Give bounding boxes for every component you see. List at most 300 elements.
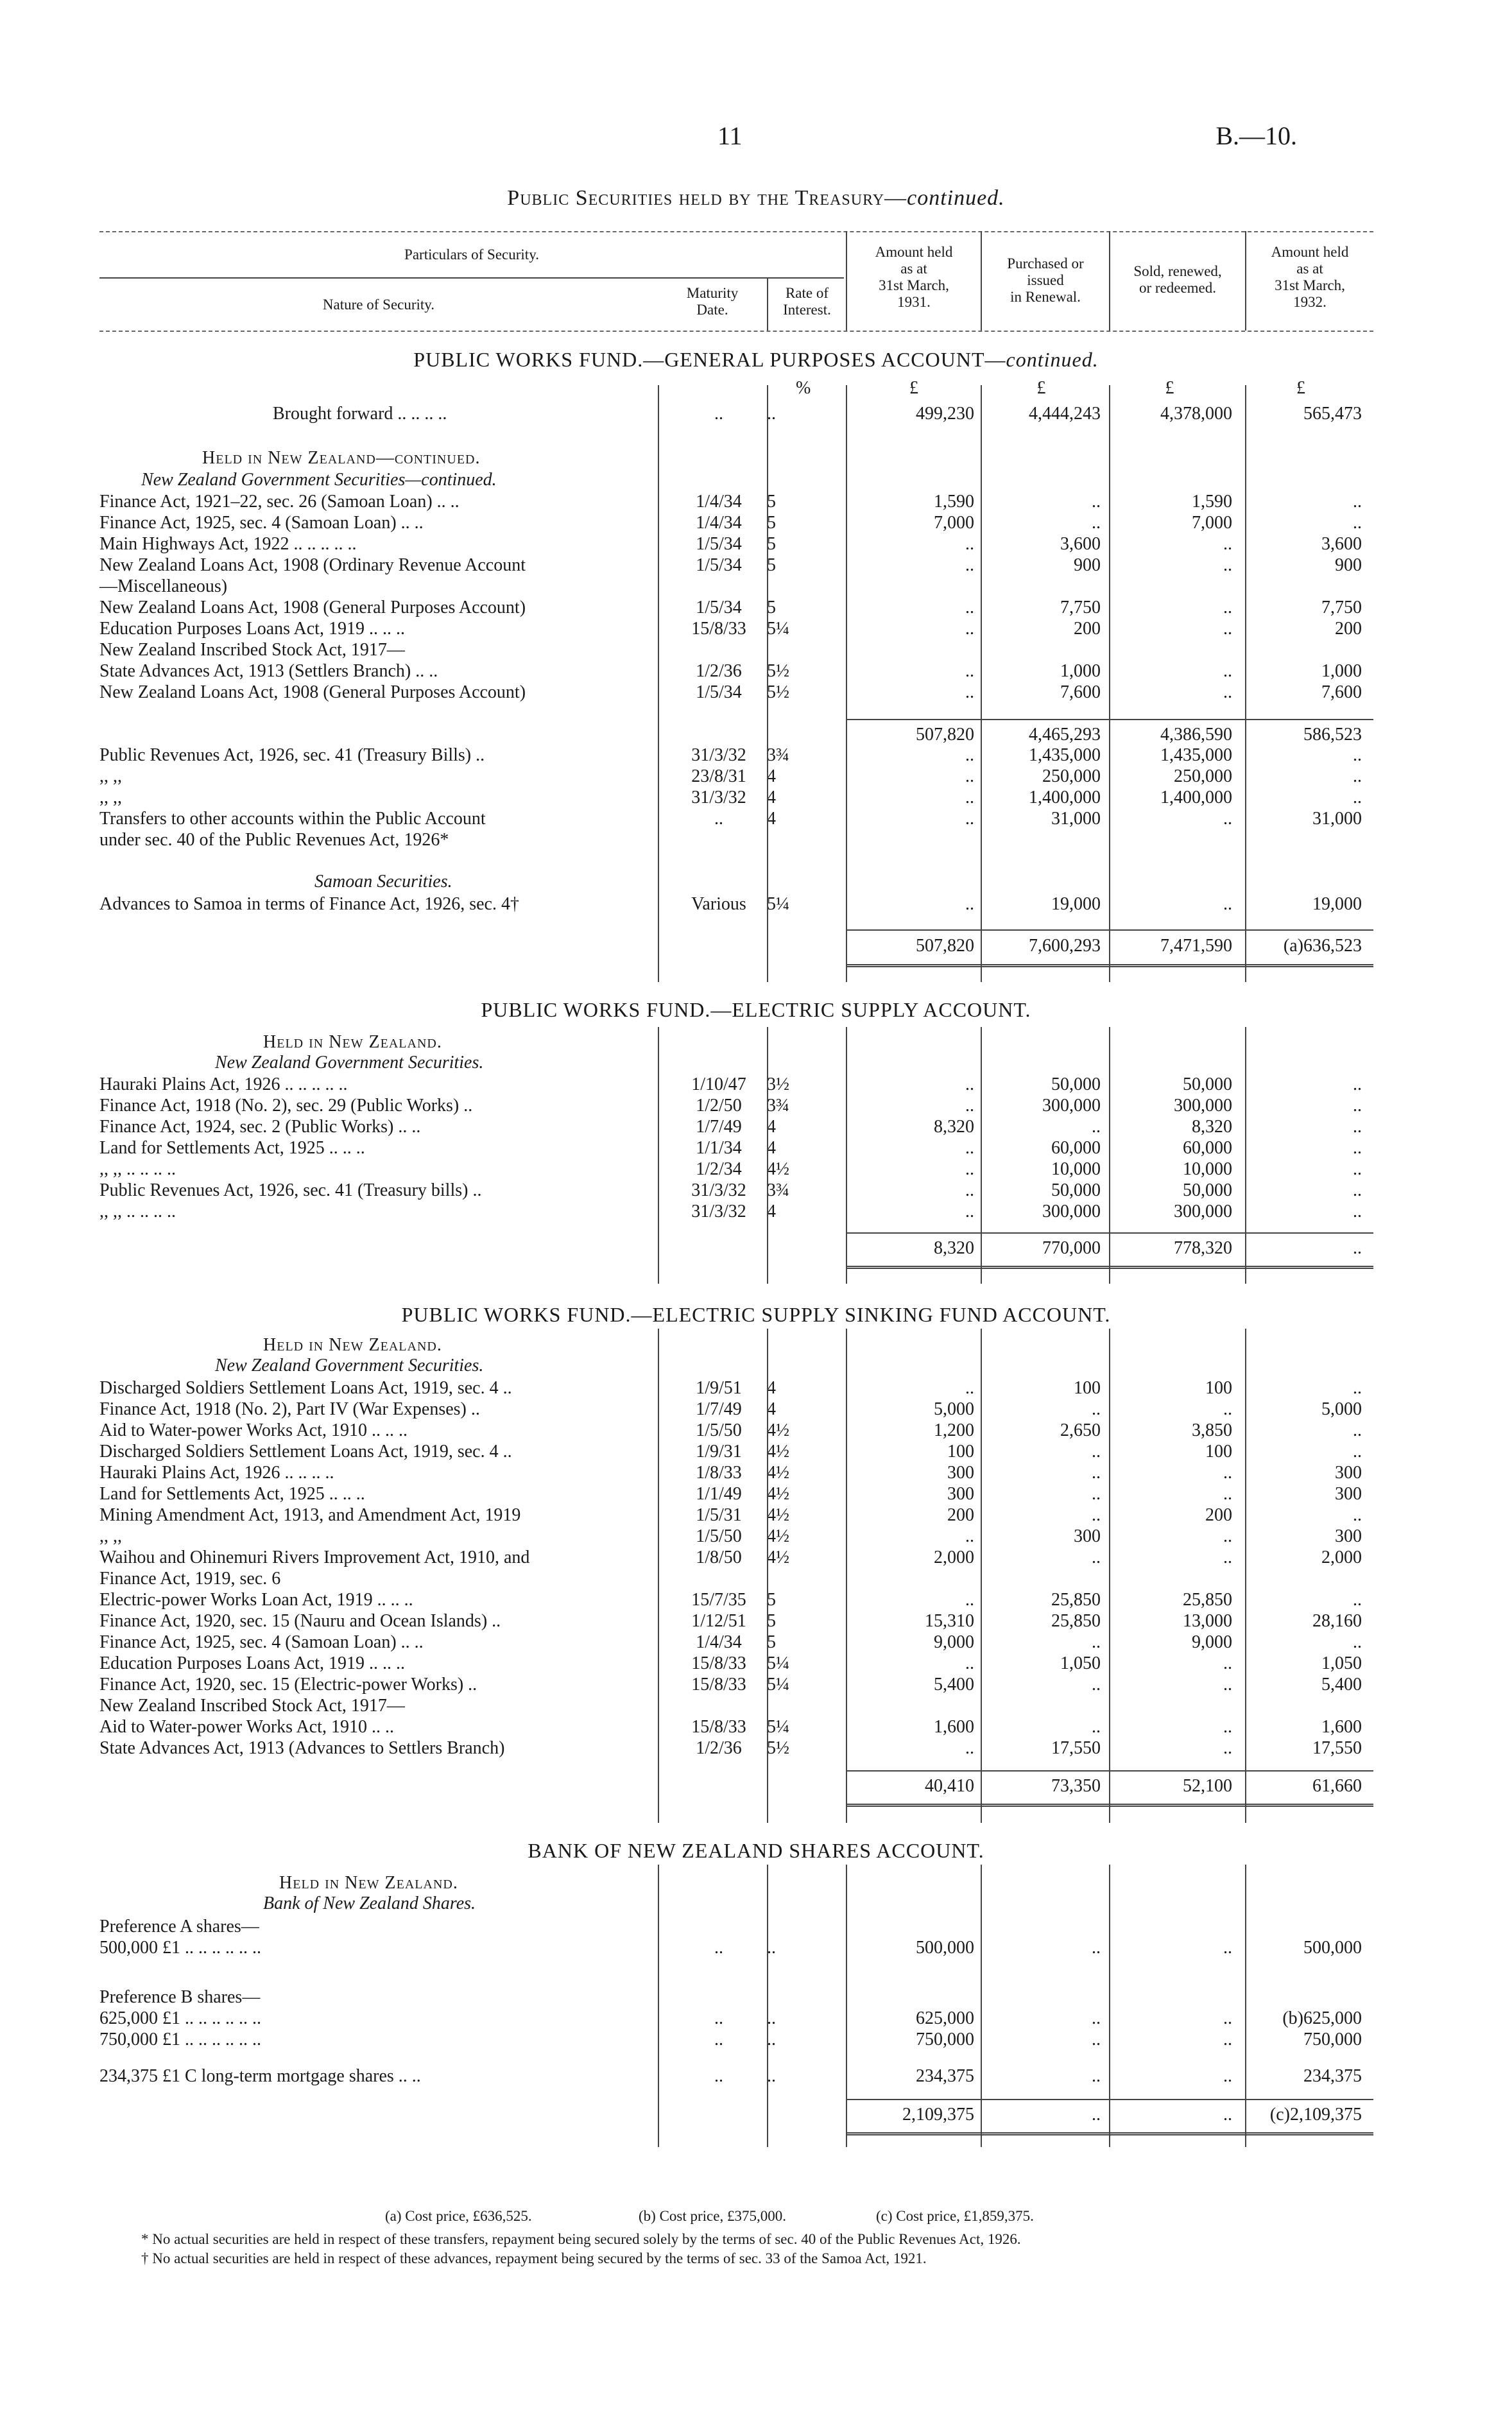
maturity-cell: 1/5/34 bbox=[696, 534, 742, 554]
purchased-cell: 7,750 bbox=[1060, 598, 1101, 617]
held-heading: Held in New Zealand. bbox=[279, 1873, 458, 1893]
amount-1932-cell: .. bbox=[1353, 1590, 1362, 1610]
security-nature: ,, ,, bbox=[99, 1526, 122, 1546]
table-row bbox=[0, 597, 1512, 619]
table-row bbox=[0, 660, 1512, 682]
h32-3: 31st March, bbox=[1275, 277, 1345, 293]
sold-cell: .. bbox=[1223, 1463, 1232, 1483]
sec4-divider-1 bbox=[767, 1865, 768, 2147]
purchased-cell: 50,000 bbox=[1051, 1074, 1101, 1094]
sold-cell: 8,320 bbox=[1192, 1117, 1232, 1137]
amount-1931-cell: .. bbox=[965, 682, 974, 702]
footnote-cost-c: (c) Cost price, £1,859,375. bbox=[876, 2208, 1034, 2224]
rate-cell: 5 bbox=[767, 555, 776, 575]
footnote-dagger: † No actual securities are held in respect of these advances, repayment being secured by the terms of sec. 33 of the Samoa Act, 1921. bbox=[141, 2250, 927, 2266]
purchased-cell: 1,000 bbox=[1060, 661, 1101, 681]
amount-1931-cell: .. bbox=[965, 894, 974, 914]
security-nature: ,, ,, .. .. .. .. bbox=[99, 1159, 176, 1179]
security-nature: Aid to Water-power Works Act, 1910 .. .. .. bbox=[99, 1420, 408, 1440]
rate-cell: 5 bbox=[767, 492, 776, 512]
amount-1932-cell: 7,750 bbox=[1321, 598, 1362, 617]
sec3-divider-4 bbox=[1109, 1329, 1110, 1823]
maturity-cell: 15/8/33 bbox=[691, 1653, 746, 1673]
maturity-cell: .. bbox=[714, 404, 723, 424]
header-particulars: Particulars of Security. bbox=[404, 246, 539, 263]
table-row bbox=[0, 512, 1512, 534]
total-sold: 4,386,590 bbox=[1160, 725, 1232, 745]
table-row bbox=[0, 1987, 1512, 2008]
security-nature: State Advances Act, 1913 (Advances to Settlers Branch) bbox=[99, 1738, 505, 1758]
total-row bbox=[0, 1775, 1512, 1797]
purchased-cell: .. bbox=[1092, 1632, 1101, 1652]
sold-cell: .. bbox=[1223, 1675, 1232, 1695]
units-row bbox=[0, 377, 1512, 399]
security-nature: Public Revenues Act, 1926, sec. 41 (Treasury Bills) .. bbox=[99, 745, 485, 765]
hp-1: Purchased or bbox=[1007, 255, 1084, 272]
table-row bbox=[0, 766, 1512, 788]
amount-1932-cell: 300 bbox=[1335, 1484, 1362, 1504]
maturity-cell: 1/5/34 bbox=[696, 555, 742, 575]
sold-cell: .. bbox=[1223, 1548, 1232, 1567]
sec4-divider-4 bbox=[1109, 1865, 1110, 2147]
security-nature: Finance Act, 1920, sec. 15 (Electric-power Works) .. bbox=[99, 1675, 477, 1695]
sec3-divider-2 bbox=[846, 1329, 847, 1823]
security-nature: Hauraki Plains Act, 1926 .. .. .. .. .. bbox=[99, 1074, 348, 1094]
purchased-cell: .. bbox=[1092, 1675, 1101, 1695]
header-amount-1931 bbox=[847, 244, 981, 311]
total-purchased: 4,465,293 bbox=[1029, 725, 1101, 745]
rate-cell: 4 bbox=[767, 1117, 776, 1137]
sold-cell: .. bbox=[1223, 598, 1232, 617]
rate-cell: 5¼ bbox=[767, 1717, 789, 1737]
purchased-cell: 1,435,000 bbox=[1029, 745, 1101, 765]
sec4-divider-3 bbox=[981, 1865, 982, 2147]
amount-1931-cell: 100 bbox=[947, 1442, 974, 1462]
maturity-cell: .. bbox=[714, 2030, 723, 2049]
section-title-sinking-fund: PUBLIC WORKS FUND.—ELECTRIC SUPPLY SINKING FUND ACCOUNT. bbox=[401, 1303, 1111, 1326]
sold-cell: .. bbox=[1223, 1738, 1232, 1758]
table-row bbox=[0, 1201, 1512, 1223]
table-row bbox=[0, 1420, 1512, 1442]
sec3-divider-0 bbox=[658, 1329, 659, 1823]
section-title-continued: continued. bbox=[1006, 348, 1099, 371]
amount-1931-cell: 625,000 bbox=[916, 2008, 974, 2028]
h32-4: 1932. bbox=[1293, 294, 1327, 310]
brought-forward-row bbox=[0, 403, 1512, 425]
amount-1931-cell: 8,320 bbox=[934, 1117, 974, 1137]
security-nature: ,, ,, .. .. .. .. bbox=[99, 1202, 176, 1221]
maturity-cell: 1/2/34 bbox=[696, 1159, 742, 1179]
section-title-general-purposes bbox=[0, 348, 1512, 372]
amount-1931-cell: .. bbox=[965, 1180, 974, 1200]
table-row bbox=[0, 1399, 1512, 1420]
amount-1931-cell: 5,400 bbox=[934, 1675, 974, 1695]
table-row bbox=[0, 555, 1512, 576]
sec2-divider-0 bbox=[658, 1027, 659, 1284]
held-heading: Held in New Zealand. bbox=[263, 1032, 442, 1052]
amount-1932-cell: 5,000 bbox=[1321, 1399, 1362, 1419]
sold-cell: .. bbox=[1223, 2030, 1232, 2049]
amount-1932-cell: .. bbox=[1353, 1202, 1362, 1221]
maturity-cell: .. bbox=[714, 1938, 723, 1958]
purchased-cell: .. bbox=[1092, 1505, 1101, 1525]
sold-cell: .. bbox=[1223, 809, 1232, 829]
table-row bbox=[0, 2008, 1512, 2030]
amount-1931-cell: .. bbox=[965, 1526, 974, 1546]
sold-cell: 1,400,000 bbox=[1160, 788, 1232, 807]
maturity-cell: 1/8/33 bbox=[696, 1463, 742, 1483]
maturity-cell: 1/8/50 bbox=[696, 1548, 742, 1567]
rate-cell: 4½ bbox=[767, 1548, 789, 1567]
amount-1931-cell: 2,000 bbox=[934, 1548, 974, 1567]
purchased-cell: 25,850 bbox=[1051, 1611, 1101, 1631]
amount-1931-cell: .. bbox=[965, 745, 974, 765]
table-row bbox=[0, 1916, 1512, 1938]
security-nature: Land for Settlements Act, 1925 .. .. .. bbox=[99, 1138, 365, 1158]
sec2-divider-1 bbox=[767, 1027, 768, 1284]
amount-1932-cell: .. bbox=[1353, 1180, 1362, 1200]
page-title-main: Public Securities held by the Treasury— bbox=[507, 186, 907, 210]
purchased-cell: 4,444,243 bbox=[1029, 404, 1101, 424]
hp-3: in Renewal. bbox=[1010, 289, 1081, 305]
rate-cell: .. bbox=[767, 2008, 776, 2028]
table-row bbox=[0, 2065, 1512, 2087]
security-nature: New Zealand Loans Act, 1908 (General Purposes Account) bbox=[99, 682, 526, 702]
purchased-cell: .. bbox=[1092, 1548, 1101, 1567]
amount-1931-cell: 1,200 bbox=[934, 1420, 974, 1440]
sold-cell: .. bbox=[1223, 1653, 1232, 1673]
total-amount-1931: 40,410 bbox=[925, 1776, 974, 1796]
amount-1931-cell: 300 bbox=[947, 1463, 974, 1483]
amount-1931-cell: .. bbox=[965, 1096, 974, 1116]
unit-amount-1931: £ bbox=[909, 378, 918, 398]
purchased-cell: 1,050 bbox=[1060, 1653, 1101, 1673]
rate-cell: 5½ bbox=[767, 661, 789, 681]
rate-cell: 5¼ bbox=[767, 894, 789, 914]
amount-1931-cell: 499,230 bbox=[916, 404, 974, 424]
sold-cell: .. bbox=[1223, 1399, 1232, 1419]
table-row bbox=[0, 1483, 1512, 1505]
rate-cell: 5¼ bbox=[767, 1675, 789, 1695]
rate-cell: 5½ bbox=[767, 1738, 789, 1758]
purchased-cell: 50,000 bbox=[1051, 1180, 1101, 1200]
sold-cell: 3,850 bbox=[1192, 1420, 1232, 1440]
sold-cell: .. bbox=[1223, 661, 1232, 681]
security-nature: New Zealand Inscribed Stock Act, 1917— bbox=[99, 640, 405, 660]
table-row bbox=[0, 1505, 1512, 1526]
security-nature: Education Purposes Loans Act, 1919 .. .. .. bbox=[99, 619, 405, 639]
table-row bbox=[0, 1116, 1512, 1138]
rate-cell: 5 bbox=[767, 1590, 776, 1610]
bnz-shares-heading: Bank of New Zealand Shares. bbox=[263, 1893, 476, 1913]
security-nature: Electric-power Works Loan Act, 1919 .. .. .. bbox=[99, 1590, 413, 1610]
maturity-cell: 1/1/49 bbox=[696, 1484, 742, 1504]
rate-cell: 4½ bbox=[767, 1526, 789, 1546]
security-nature: ,, ,, bbox=[99, 788, 122, 807]
amount-1932-cell: .. bbox=[1353, 1096, 1362, 1116]
header-nature: Nature of Security. bbox=[322, 297, 435, 313]
rate-cell: 4½ bbox=[767, 1505, 789, 1525]
total-sold: .. bbox=[1223, 2105, 1232, 2125]
footnote-cost-b: (b) Cost price, £375,000. bbox=[639, 2208, 786, 2224]
amount-1932-cell: .. bbox=[1353, 1074, 1362, 1094]
subtotal-row bbox=[0, 724, 1512, 746]
amount-1932-cell: .. bbox=[1353, 766, 1362, 786]
rate-cell: 4½ bbox=[767, 1463, 789, 1483]
maturity-cell: 1/7/49 bbox=[696, 1399, 742, 1419]
purchased-cell: 1,400,000 bbox=[1029, 788, 1101, 807]
amount-1931-cell: 500,000 bbox=[916, 1938, 974, 1958]
purchased-cell: 250,000 bbox=[1042, 766, 1101, 786]
purchased-cell: 10,000 bbox=[1051, 1159, 1101, 1179]
table-row bbox=[0, 682, 1512, 703]
header-amount-1932 bbox=[1246, 244, 1373, 311]
maturity-cell: 1/2/36 bbox=[696, 1738, 742, 1758]
amount-1931-cell: .. bbox=[965, 1074, 974, 1094]
security-nature: Finance Act, 1918 (No. 2), Part IV (War Expenses) .. bbox=[99, 1399, 480, 1419]
h31-1: Amount held bbox=[875, 244, 953, 260]
table-row bbox=[0, 1159, 1512, 1180]
sec2-divider-4 bbox=[1109, 1027, 1110, 1284]
header-split-rule bbox=[99, 277, 844, 279]
purchased-cell: 900 bbox=[1074, 555, 1101, 575]
total-amount-1931: 507,820 bbox=[916, 725, 974, 745]
sec1-divider-5 bbox=[1245, 385, 1246, 982]
sec1-divider-0 bbox=[658, 385, 659, 982]
unit-purchased: £ bbox=[1036, 378, 1046, 398]
amount-1932-cell: .. bbox=[1353, 1138, 1362, 1158]
table-row bbox=[0, 1695, 1512, 1717]
page-number: 11 bbox=[717, 121, 743, 150]
document-reference: B.—10. bbox=[1216, 121, 1297, 150]
amount-1932-cell: 1,000 bbox=[1321, 661, 1362, 681]
amount-1931-cell: 9,000 bbox=[934, 1632, 974, 1652]
maturity-cell: 1/9/51 bbox=[696, 1378, 742, 1398]
security-nature: Discharged Soldiers Settlement Loans Act, 1919, sec. 4 .. bbox=[99, 1378, 512, 1398]
maturity-cell: 1/10/47 bbox=[691, 1074, 746, 1094]
sold-cell: .. bbox=[1223, 1938, 1232, 1958]
security-nature: Hauraki Plains Act, 1926 .. .. .. .. bbox=[99, 1463, 334, 1483]
purchased-cell: 2,650 bbox=[1060, 1420, 1101, 1440]
amount-1931-cell: .. bbox=[965, 1202, 974, 1221]
sold-cell: 13,000 bbox=[1183, 1611, 1232, 1631]
security-nature: Public Revenues Act, 1926, sec. 41 (Treasury bills) .. bbox=[99, 1180, 482, 1200]
held-heading: Held in New Zealand. bbox=[263, 1335, 442, 1355]
amount-1932-cell: 1,600 bbox=[1321, 1717, 1362, 1737]
samoa-row bbox=[0, 893, 1512, 915]
amount-1931-cell: .. bbox=[965, 788, 974, 807]
security-nature: Finance Act, 1925, sec. 4 (Samoan Loan) .. .. bbox=[99, 1632, 424, 1652]
amount-1932-cell: .. bbox=[1353, 1378, 1362, 1398]
rate-cell: 4 bbox=[767, 1202, 776, 1221]
security-nature: Finance Act, 1924, sec. 2 (Public Works) .. .. bbox=[99, 1117, 421, 1137]
total-purchased: 770,000 bbox=[1042, 1238, 1101, 1258]
sold-cell: .. bbox=[1223, 1526, 1232, 1546]
sec3-divider-5 bbox=[1245, 1329, 1246, 1823]
sold-cell: 300,000 bbox=[1174, 1202, 1232, 1221]
rate-cell: 3¾ bbox=[767, 1096, 789, 1116]
total-purchased: .. bbox=[1092, 2105, 1101, 2125]
amount-1931-cell: 300 bbox=[947, 1484, 974, 1504]
amount-1932-cell: 28,160 bbox=[1312, 1611, 1362, 1631]
section-title-bnz-shares: BANK OF NEW ZEALAND SHARES ACCOUNT. bbox=[528, 1839, 984, 1862]
sold-cell: 300,000 bbox=[1174, 1096, 1232, 1116]
rate-cell: 4½ bbox=[767, 1484, 789, 1504]
maturity-cell: 1/4/34 bbox=[696, 492, 742, 512]
rate-cell: .. bbox=[767, 1938, 776, 1958]
total-row bbox=[0, 1238, 1512, 1259]
table-row bbox=[0, 1632, 1512, 1653]
hs-1: Sold, renewed, bbox=[1133, 263, 1222, 279]
maturity-cell: 1/12/51 bbox=[691, 1611, 746, 1631]
rate-cell: 5 bbox=[767, 534, 776, 554]
rate-cell: 4½ bbox=[767, 1420, 789, 1440]
security-nature: Waihou and Ohinemuri Rivers Improvement Act, 1910, and bbox=[99, 1548, 530, 1567]
purchased-cell: 7,600 bbox=[1060, 682, 1101, 702]
table-row bbox=[0, 2029, 1512, 2051]
sold-cell: .. bbox=[1223, 1484, 1232, 1504]
hs-2: or redeemed. bbox=[1138, 280, 1217, 296]
table-row bbox=[0, 1137, 1512, 1159]
amount-1931-cell: .. bbox=[965, 1138, 974, 1158]
sold-cell: 200 bbox=[1205, 1505, 1232, 1525]
purchased-cell: .. bbox=[1092, 1484, 1101, 1504]
amount-1932-cell: 19,000 bbox=[1312, 894, 1362, 914]
footnote-star: * No actual securities are held in respect of these transfers, repayment being secured solely by the terms of sec. 40 of the Public Revenues Act, 1926. bbox=[141, 2231, 1021, 2247]
maturity-cell: 1/5/31 bbox=[696, 1505, 742, 1525]
purchased-cell: .. bbox=[1092, 1117, 1101, 1137]
header-bottom-rule bbox=[99, 331, 1373, 332]
security-nature: 625,000 £1 .. .. .. .. .. .. bbox=[99, 2008, 261, 2028]
footnote-cost-a: (a) Cost price, £636,525. bbox=[385, 2208, 532, 2224]
table-row bbox=[0, 1716, 1512, 1738]
maturity-cell: 1/5/50 bbox=[696, 1526, 742, 1546]
amount-1931-cell: 15,310 bbox=[925, 1611, 974, 1631]
total-amount-1931: 8,320 bbox=[934, 1238, 974, 1258]
amount-1931-cell: .. bbox=[965, 1653, 974, 1673]
sold-cell: 60,000 bbox=[1183, 1138, 1232, 1158]
rate-cell: 4 bbox=[767, 809, 776, 829]
table-row bbox=[0, 1738, 1512, 1759]
header-rate bbox=[768, 285, 846, 318]
sold-cell: 50,000 bbox=[1183, 1074, 1232, 1094]
table-row bbox=[0, 1377, 1512, 1399]
unit-rate: % bbox=[796, 378, 811, 398]
amount-1931-cell: .. bbox=[965, 1159, 974, 1179]
amount-1931-cell: 5,000 bbox=[934, 1399, 974, 1419]
rate-cell: .. bbox=[767, 2030, 776, 2049]
rate-cell: 4 bbox=[767, 1138, 776, 1158]
amount-1931-cell: .. bbox=[965, 598, 974, 617]
maturity-cell: 1/2/36 bbox=[696, 661, 742, 681]
security-nature: —Miscellaneous) bbox=[99, 576, 228, 596]
table-row bbox=[0, 1074, 1512, 1096]
brought-forward-label: Brought forward .. .. .. .. bbox=[273, 404, 447, 424]
header-maturity-1: Maturity bbox=[686, 285, 739, 301]
held-heading: Held in New Zealand—continued. bbox=[202, 448, 481, 468]
amount-1931-cell: .. bbox=[965, 766, 974, 786]
table-row bbox=[0, 618, 1512, 640]
amount-1931-cell: .. bbox=[965, 1738, 974, 1758]
purchased-cell: 3,600 bbox=[1060, 534, 1101, 554]
security-nature: Finance Act, 1918 (No. 2), sec. 29 (Public Works) .. bbox=[99, 1096, 473, 1116]
total-amount-1932: 586,523 bbox=[1303, 725, 1362, 745]
sec4-divider-5 bbox=[1245, 1865, 1246, 2147]
security-nature: Preference B shares— bbox=[99, 1987, 261, 2007]
maturity-cell: 31/3/32 bbox=[691, 1202, 746, 1221]
maturity-cell: 1/5/34 bbox=[696, 598, 742, 617]
h31-3: 31st March, bbox=[879, 277, 949, 293]
purchased-cell: .. bbox=[1092, 1442, 1101, 1462]
header-purchased bbox=[982, 255, 1109, 306]
amount-1931-cell: .. bbox=[965, 1378, 974, 1398]
table-row bbox=[0, 1462, 1512, 1484]
sec2-divider-2 bbox=[846, 1027, 847, 1284]
total-row bbox=[0, 2104, 1512, 2126]
total-amount-1932: (c)2,109,375 bbox=[1269, 2105, 1362, 2125]
maturity-cell: 1/1/34 bbox=[696, 1138, 742, 1158]
amount-1932-cell: 3,600 bbox=[1321, 534, 1362, 554]
table-row bbox=[0, 1568, 1512, 1590]
maturity-cell: Various bbox=[691, 894, 746, 914]
sec1-divider-3 bbox=[981, 385, 982, 982]
sec4-divider-0 bbox=[658, 1865, 659, 2147]
purchased-cell: .. bbox=[1092, 1938, 1101, 1958]
total-row bbox=[0, 935, 1512, 957]
maturity-cell: 15/8/33 bbox=[691, 1717, 746, 1737]
security-nature: New Zealand Inscribed Stock Act, 1917— bbox=[99, 1696, 405, 1716]
h32-2: as at bbox=[1296, 261, 1323, 277]
total-amount-1932: .. bbox=[1353, 1238, 1362, 1258]
total-sold: 7,471,590 bbox=[1160, 936, 1232, 956]
sold-cell: .. bbox=[1223, 555, 1232, 575]
rate-cell: 5 bbox=[767, 513, 776, 533]
table-row bbox=[0, 787, 1512, 809]
security-nature: under sec. 40 of the Public Revenues Act, 1926* bbox=[99, 830, 449, 850]
table-row bbox=[0, 1526, 1512, 1548]
rate-cell: 5¼ bbox=[767, 619, 789, 639]
sold-cell: .. bbox=[1223, 2008, 1232, 2028]
purchased-cell: .. bbox=[1092, 2030, 1101, 2049]
sec1-divider-2 bbox=[846, 385, 847, 982]
maturity-cell: 23/8/31 bbox=[691, 766, 746, 786]
security-nature: 234,375 £1 C long-term mortgage shares .. .. bbox=[99, 2066, 421, 2086]
maturity-cell: 1/2/50 bbox=[696, 1096, 742, 1116]
amount-1932-cell: 2,000 bbox=[1321, 1548, 1362, 1567]
table-row bbox=[0, 1610, 1512, 1632]
amount-1931-cell: 750,000 bbox=[916, 2030, 974, 2049]
security-nature: 500,000 £1 .. .. .. .. .. .. bbox=[99, 1938, 261, 1958]
purchased-cell: 17,550 bbox=[1051, 1738, 1101, 1758]
rate-cell: 3½ bbox=[767, 1074, 789, 1094]
gov-sec-heading: New Zealand Government Securities. bbox=[215, 1053, 484, 1073]
amount-1931-cell: .. bbox=[965, 661, 974, 681]
sold-cell: 25,850 bbox=[1183, 1590, 1232, 1610]
amount-1932-cell: 565,473 bbox=[1303, 404, 1362, 424]
maturity-cell: 1/4/34 bbox=[696, 1632, 742, 1652]
header-maturity-2: Date. bbox=[696, 302, 728, 318]
sold-cell: 1,590 bbox=[1192, 492, 1232, 512]
amount-1932-cell: 750,000 bbox=[1303, 2030, 1362, 2049]
purchased-cell: 200 bbox=[1074, 619, 1101, 639]
amount-1931-cell: .. bbox=[965, 1590, 974, 1610]
maturity-cell: 15/7/35 bbox=[691, 1590, 746, 1610]
amount-1932-cell: 31,000 bbox=[1312, 809, 1362, 829]
amount-1932-cell: 1,050 bbox=[1321, 1653, 1362, 1673]
h32-1: Amount held bbox=[1271, 244, 1349, 260]
amount-1931-cell: .. bbox=[965, 534, 974, 554]
security-nature: State Advances Act, 1913 (Settlers Branch) .. .. bbox=[99, 661, 438, 681]
